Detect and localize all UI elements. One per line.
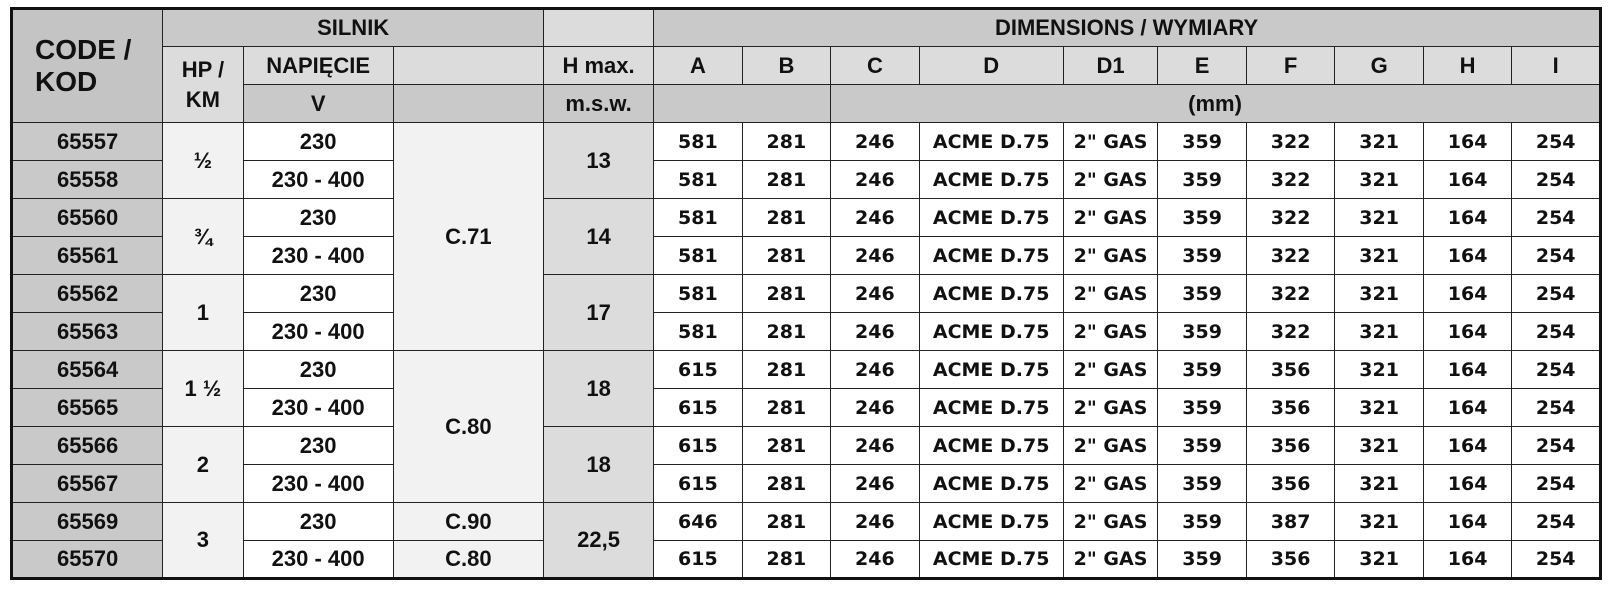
voltage-cell: 230	[243, 503, 393, 541]
napiecie-header: NAPIĘCIE	[243, 47, 393, 85]
dim-e: 359	[1158, 123, 1247, 161]
dim-g: 321	[1335, 351, 1424, 389]
mm-unit-header: (mm)	[831, 85, 1601, 123]
dim-i: 254	[1512, 503, 1601, 541]
code-cell: 65564	[12, 351, 163, 389]
code-cell: 65562	[12, 275, 163, 313]
dim-b: 281	[742, 465, 831, 503]
dim-i: 254	[1512, 237, 1601, 275]
dim-g: 321	[1335, 465, 1424, 503]
voltage-cell: 230 - 400	[243, 465, 393, 503]
dim-c: 246	[831, 199, 920, 237]
dim-col-d: D	[919, 47, 1063, 85]
voltage-cell: 230	[243, 275, 393, 313]
dim-b: 281	[742, 389, 831, 427]
dim-d1: 2" GAS	[1063, 313, 1158, 351]
silnik-header: SILNIK	[163, 9, 544, 47]
dim-col-d1: D1	[1063, 47, 1158, 85]
dim-e: 359	[1158, 351, 1247, 389]
code-cell: 65566	[12, 427, 163, 465]
dim-h: 164	[1423, 313, 1512, 351]
dim-col-g: G	[1335, 47, 1424, 85]
dim-a: 615	[654, 427, 743, 465]
dim-i: 254	[1512, 161, 1601, 199]
dim-b: 281	[742, 123, 831, 161]
dim-d: ACME D.75	[919, 313, 1063, 351]
dim-a: 581	[654, 275, 743, 313]
voltage-cell: 230 - 400	[243, 389, 393, 427]
voltage-cell: 230	[243, 427, 393, 465]
dim-col-b: B	[742, 47, 831, 85]
dim-a: 615	[654, 465, 743, 503]
dim-b: 281	[742, 237, 831, 275]
dim-h: 164	[1423, 351, 1512, 389]
code-cell: 65561	[12, 237, 163, 275]
voltage-cell: 230 - 400	[243, 237, 393, 275]
voltage-cell: 230	[243, 351, 393, 389]
dim-b: 281	[742, 275, 831, 313]
dim-c: 246	[831, 503, 920, 541]
dim-e: 359	[1158, 275, 1247, 313]
dim-col-h: H	[1423, 47, 1512, 85]
frame-cell: C.80	[393, 541, 543, 579]
dim-e: 359	[1158, 503, 1247, 541]
dim-h: 164	[1423, 275, 1512, 313]
dim-g: 321	[1335, 199, 1424, 237]
dim-c: 246	[831, 237, 920, 275]
dim-f: 322	[1246, 123, 1335, 161]
dim-f: 322	[1246, 275, 1335, 313]
dim-f: 356	[1246, 351, 1335, 389]
dim-h: 164	[1423, 465, 1512, 503]
dim-e: 359	[1158, 541, 1247, 579]
dim-h: 164	[1423, 161, 1512, 199]
dim-c: 246	[831, 427, 920, 465]
dim-f: 356	[1246, 389, 1335, 427]
dim-b: 281	[742, 503, 831, 541]
code-cell: 65557	[12, 123, 163, 161]
dim-g: 321	[1335, 389, 1424, 427]
dim-h: 164	[1423, 389, 1512, 427]
dim-d: ACME D.75	[919, 199, 1063, 237]
dim-col-f: F	[1246, 47, 1335, 85]
dim-d1: 2" GAS	[1063, 161, 1158, 199]
dim-b: 281	[742, 541, 831, 579]
hmax-cell: 17	[544, 275, 654, 351]
dim-b: 281	[742, 351, 831, 389]
dim-c: 246	[831, 161, 920, 199]
dim-a: 615	[654, 389, 743, 427]
dim-d1: 2" GAS	[1063, 123, 1158, 161]
code-kod-header: CODE / KOD	[12, 9, 163, 123]
dim-g: 321	[1335, 123, 1424, 161]
dim-h: 164	[1423, 237, 1512, 275]
dim-d1: 2" GAS	[1063, 465, 1158, 503]
dim-e: 359	[1158, 465, 1247, 503]
dim-a: 581	[654, 237, 743, 275]
hmax-cell: 18	[544, 351, 654, 427]
dim-d: ACME D.75	[919, 503, 1063, 541]
dim-h: 164	[1423, 199, 1512, 237]
dim-h: 164	[1423, 503, 1512, 541]
dim-f: 356	[1246, 465, 1335, 503]
voltage-cell: 230 - 400	[243, 161, 393, 199]
dim-d1: 2" GAS	[1063, 199, 1158, 237]
dim-d: ACME D.75	[919, 275, 1063, 313]
code-cell: 65563	[12, 313, 163, 351]
dim-d: ACME D.75	[919, 541, 1063, 579]
code-cell: 65569	[12, 503, 163, 541]
voltage-cell: 230 - 400	[243, 313, 393, 351]
dim-d: ACME D.75	[919, 123, 1063, 161]
dim-f: 322	[1246, 199, 1335, 237]
code-cell: 65565	[12, 389, 163, 427]
dim-b: 281	[742, 427, 831, 465]
dimensions-header: DIMENSIONS / WYMIARY	[654, 9, 1601, 47]
voltage-cell: 230	[243, 123, 393, 161]
dim-d: ACME D.75	[919, 161, 1063, 199]
dim-g: 321	[1335, 275, 1424, 313]
dim-b: 281	[742, 199, 831, 237]
dim-col-c: C	[831, 47, 920, 85]
dim-i: 254	[1512, 427, 1601, 465]
dim-g: 321	[1335, 541, 1424, 579]
dim-c: 246	[831, 351, 920, 389]
mm-blank-header	[654, 85, 831, 123]
dim-f: 356	[1246, 427, 1335, 465]
code-cell: 65560	[12, 199, 163, 237]
dim-a: 581	[654, 161, 743, 199]
dim-e: 359	[1158, 427, 1247, 465]
hmax-blank-header	[544, 9, 654, 47]
dim-e: 359	[1158, 313, 1247, 351]
hp-km-header: HP / KM	[163, 47, 243, 123]
dim-i: 254	[1512, 123, 1601, 161]
dim-c: 246	[831, 465, 920, 503]
dim-f: 356	[1246, 541, 1335, 579]
dim-i: 254	[1512, 199, 1601, 237]
dim-c: 246	[831, 275, 920, 313]
dim-c: 246	[831, 541, 920, 579]
dim-g: 321	[1335, 313, 1424, 351]
dim-e: 359	[1158, 237, 1247, 275]
dim-d1: 2" GAS	[1063, 389, 1158, 427]
dim-f: 322	[1246, 161, 1335, 199]
dim-d: ACME D.75	[919, 427, 1063, 465]
dim-c: 246	[831, 123, 920, 161]
dim-d: ACME D.75	[919, 351, 1063, 389]
dim-i: 254	[1512, 465, 1601, 503]
dim-d: ACME D.75	[919, 237, 1063, 275]
dim-e: 359	[1158, 389, 1247, 427]
hmax-cell: 18	[544, 427, 654, 503]
code-cell: 65570	[12, 541, 163, 579]
dim-b: 281	[742, 161, 831, 199]
dim-g: 321	[1335, 427, 1424, 465]
hp-cell: ½	[163, 123, 243, 199]
frame-cell: C.71	[393, 123, 543, 351]
frame-cell: C.80	[393, 351, 543, 503]
dim-d1: 2" GAS	[1063, 351, 1158, 389]
hmax-cell: 22,5	[544, 503, 654, 579]
hp-cell: 1 ½	[163, 351, 243, 427]
code-cell: 65558	[12, 161, 163, 199]
dim-f: 322	[1246, 237, 1335, 275]
dim-a: 615	[654, 351, 743, 389]
dim-col-a: A	[654, 47, 743, 85]
dim-h: 164	[1423, 123, 1512, 161]
frame-cell: C.90	[393, 503, 543, 541]
hp-cell: ¾	[163, 199, 243, 275]
dim-g: 321	[1335, 503, 1424, 541]
code-cell: 65567	[12, 465, 163, 503]
dim-a: 581	[654, 313, 743, 351]
dim-col-i: I	[1512, 47, 1601, 85]
dim-d1: 2" GAS	[1063, 503, 1158, 541]
dim-d1: 2" GAS	[1063, 275, 1158, 313]
dim-col-e: E	[1158, 47, 1247, 85]
pump-spec-table	[10, 7, 1602, 580]
dim-d1: 2" GAS	[1063, 237, 1158, 275]
dim-e: 359	[1158, 199, 1247, 237]
dim-c: 246	[831, 389, 920, 427]
dim-d1: 2" GAS	[1063, 427, 1158, 465]
dim-a: 646	[654, 503, 743, 541]
hp-cell: 3	[163, 503, 243, 579]
msw-header: m.s.w.	[544, 85, 654, 123]
hp-cell: 2	[163, 427, 243, 503]
dim-f: 322	[1246, 313, 1335, 351]
hmax-cell: 14	[544, 199, 654, 275]
hmax-header: H max.	[544, 47, 654, 85]
dim-a: 615	[654, 541, 743, 579]
frame-blank-header-2	[393, 85, 543, 123]
dim-g: 321	[1335, 237, 1424, 275]
dim-d1: 2" GAS	[1063, 541, 1158, 579]
dim-d: ACME D.75	[919, 389, 1063, 427]
dim-i: 254	[1512, 275, 1601, 313]
dim-i: 254	[1512, 389, 1601, 427]
dim-b: 281	[742, 313, 831, 351]
dim-c: 246	[831, 313, 920, 351]
dim-i: 254	[1512, 541, 1601, 579]
dim-i: 254	[1512, 351, 1601, 389]
dim-d: ACME D.75	[919, 465, 1063, 503]
dim-g: 321	[1335, 161, 1424, 199]
hmax-cell: 13	[544, 123, 654, 199]
dim-i: 254	[1512, 313, 1601, 351]
voltage-cell: 230 - 400	[243, 541, 393, 579]
dim-a: 581	[654, 199, 743, 237]
dim-e: 359	[1158, 161, 1247, 199]
dim-h: 164	[1423, 541, 1512, 579]
dim-a: 581	[654, 123, 743, 161]
voltage-cell: 230	[243, 199, 393, 237]
hp-cell: 1	[163, 275, 243, 351]
voltage-unit-header: V	[243, 85, 393, 123]
dim-h: 164	[1423, 427, 1512, 465]
dim-f: 387	[1246, 503, 1335, 541]
frame-blank-header	[393, 47, 543, 85]
